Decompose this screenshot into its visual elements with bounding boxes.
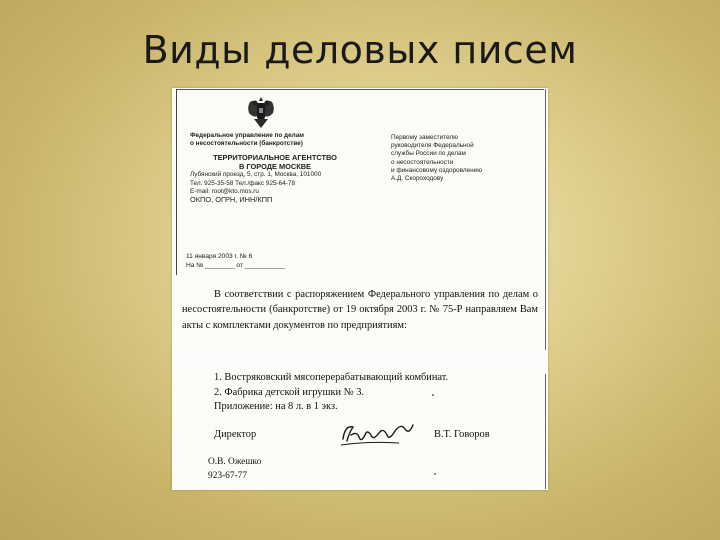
scan-border-top xyxy=(176,89,544,90)
handwritten-signature xyxy=(339,419,417,449)
executor-phone: 923-67-77 xyxy=(208,470,248,481)
signature-row xyxy=(214,427,514,447)
addressee-line-2: руководителя Федеральной xyxy=(391,142,474,150)
agency-name-2: В ГОРОДЕ МОСКВЕ xyxy=(239,162,311,172)
enclosure-list xyxy=(214,371,514,415)
scan-border-left xyxy=(176,89,177,275)
reference-line: На № ________ от ___________ xyxy=(186,262,286,269)
date-block xyxy=(186,252,285,270)
attachment-note: Приложение: на 8 л. в 1 экз. xyxy=(214,401,338,412)
addressee-line-1: Первому заместителю xyxy=(391,134,458,141)
letter-body xyxy=(182,287,538,333)
scan-border-right xyxy=(545,89,546,489)
sender-line-1: Федеральное управление по делам xyxy=(190,132,305,139)
sender-line-2: о несостоятельности (банкротстве) xyxy=(190,140,303,148)
list-item-1: 1. Востряковский мясоперерабатывающий комбинат. xyxy=(214,372,449,383)
signer-name: В.Т. Говоров xyxy=(434,429,490,440)
sender-email: E-mail: root@kto.mos.ru xyxy=(190,187,259,195)
addressee-line-4: о несостоятельности xyxy=(391,158,454,166)
executor-name: О.В. Ожешко xyxy=(208,457,262,467)
letter-date: 11 января 2003 г. № 6 xyxy=(186,253,253,260)
list-item-2: 2. Фабрика детской игрушки № 3. xyxy=(214,386,364,398)
addressee-block xyxy=(391,134,541,183)
sender-address: Лубянский проезд, 5, стр. 1, Москва, 101000 xyxy=(190,171,322,179)
signer-role: Директор xyxy=(214,429,257,440)
scan-speck xyxy=(434,473,436,475)
scan-speck xyxy=(432,394,434,396)
letter-scan xyxy=(172,88,548,490)
slide-title: Виды деловых писем xyxy=(142,28,578,72)
sender-phone: Тел. 925-35-58 Тел./факс 925-64-78 xyxy=(190,179,296,187)
coat-of-arms-emblem xyxy=(244,94,278,132)
body-paragraph: В соответствии с распоряжением Федерального управления по делам о несостоятельности (банкротстве) от 19 октября 2003 г. № 75-Р направляем Вам акты с комплектами документов по предприятиям: xyxy=(182,289,538,331)
executor-block xyxy=(208,456,261,483)
sender-block xyxy=(190,132,360,204)
agency-name-1: ТЕРРИТОРИАЛЬНОЕ АГЕНТСТВО xyxy=(213,153,337,163)
addressee-line-6: А.Д. Скороходову xyxy=(391,175,444,183)
addressee-line-5: и финансовому оздоровлению xyxy=(391,166,483,174)
addressee-line-3: службы России по делам xyxy=(391,150,466,158)
sender-codes: ОКПО, ОГРН, ИНН/КПП xyxy=(190,195,273,205)
